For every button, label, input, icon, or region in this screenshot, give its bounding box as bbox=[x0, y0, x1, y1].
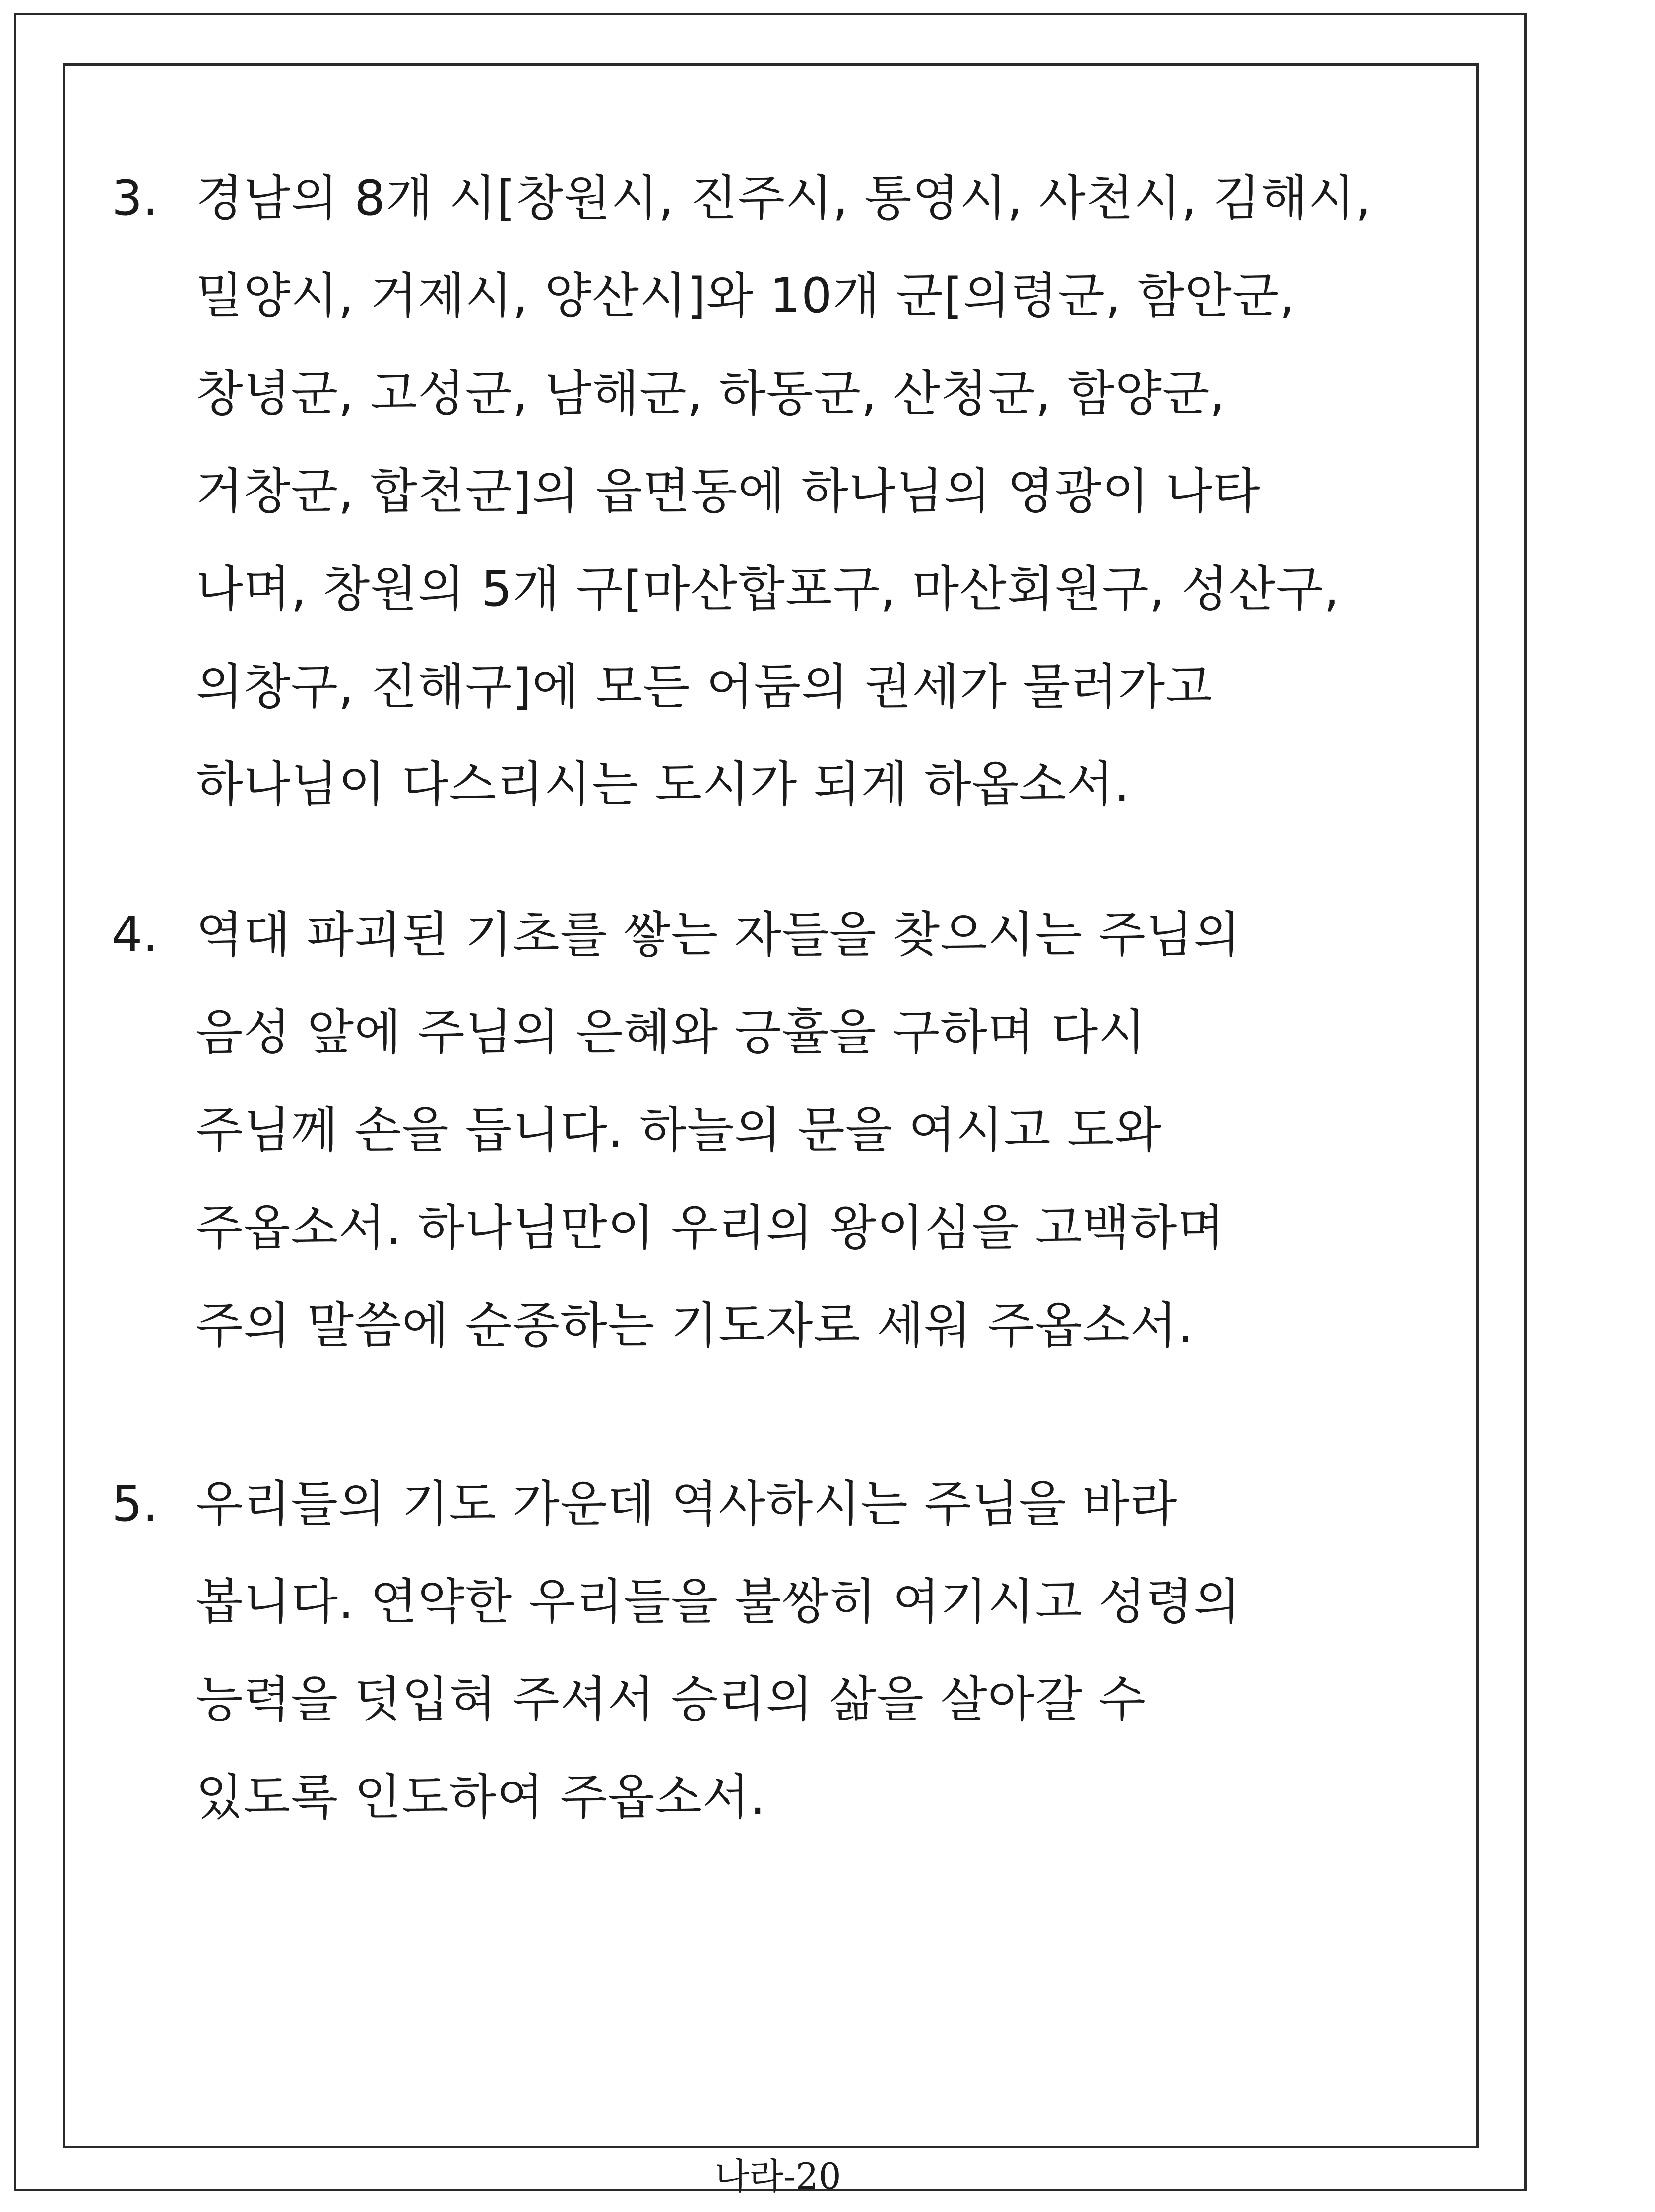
page-number: 나라-20 bbox=[714, 2155, 841, 2197]
item-line: 의창구, 진해구]에 모든 어둠의 권세가 물러가고 bbox=[196, 659, 1213, 715]
item-line: 봅니다. 연약한 우리들을 불쌍히 여기시고 성령의 bbox=[196, 1574, 1241, 1630]
item-line: 있도록 인도하여 주옵소서. bbox=[196, 1769, 766, 1826]
item-number: 5. bbox=[112, 1476, 158, 1533]
item-line: 거창군, 합천군]의 읍면동에 하나님의 영광이 나타 bbox=[196, 463, 1261, 520]
item-line: 주님께 손을 듭니다. 하늘의 문을 여시고 도와 bbox=[196, 1102, 1162, 1159]
item-line: 하나님이 다스리시는 도시가 되게 하옵소서. bbox=[196, 756, 1130, 813]
item-line: 창녕군, 고성군, 남해군, 하동군, 산청군, 함양군, bbox=[196, 366, 1226, 422]
item-line: 음성 앞에 주님의 은혜와 긍휼을 구하며 다시 bbox=[196, 1004, 1146, 1061]
item-line: 경남의 8개 시[창원시, 진주시, 통영시, 사천시, 김해시, bbox=[196, 170, 1372, 227]
item-line: 역대 파괴된 기초를 쌓는 자들을 찾으시는 주님의 bbox=[196, 907, 1241, 963]
item-number: 4. bbox=[112, 907, 158, 963]
item-line: 주의 말씀에 순종하는 기도자로 세워 주옵소서. bbox=[196, 1297, 1194, 1354]
item-line: 능력을 덧입혀 주셔서 승리의 삶을 살아갈 수 bbox=[196, 1671, 1146, 1728]
item-line: 주옵소서. 하나님만이 우리의 왕이심을 고백하며 bbox=[196, 1200, 1225, 1256]
item-line: 나며, 창원의 5개 구[마산합포구, 마산회원구, 성산구, bbox=[196, 561, 1340, 617]
item-line: 밀양시, 거제시, 양산시]와 10개 군[의령군, 함안군, bbox=[196, 268, 1296, 324]
item-line: 우리들의 기도 가운데 역사하시는 주님을 바라 bbox=[196, 1476, 1178, 1533]
item-number: 3. bbox=[112, 170, 158, 227]
